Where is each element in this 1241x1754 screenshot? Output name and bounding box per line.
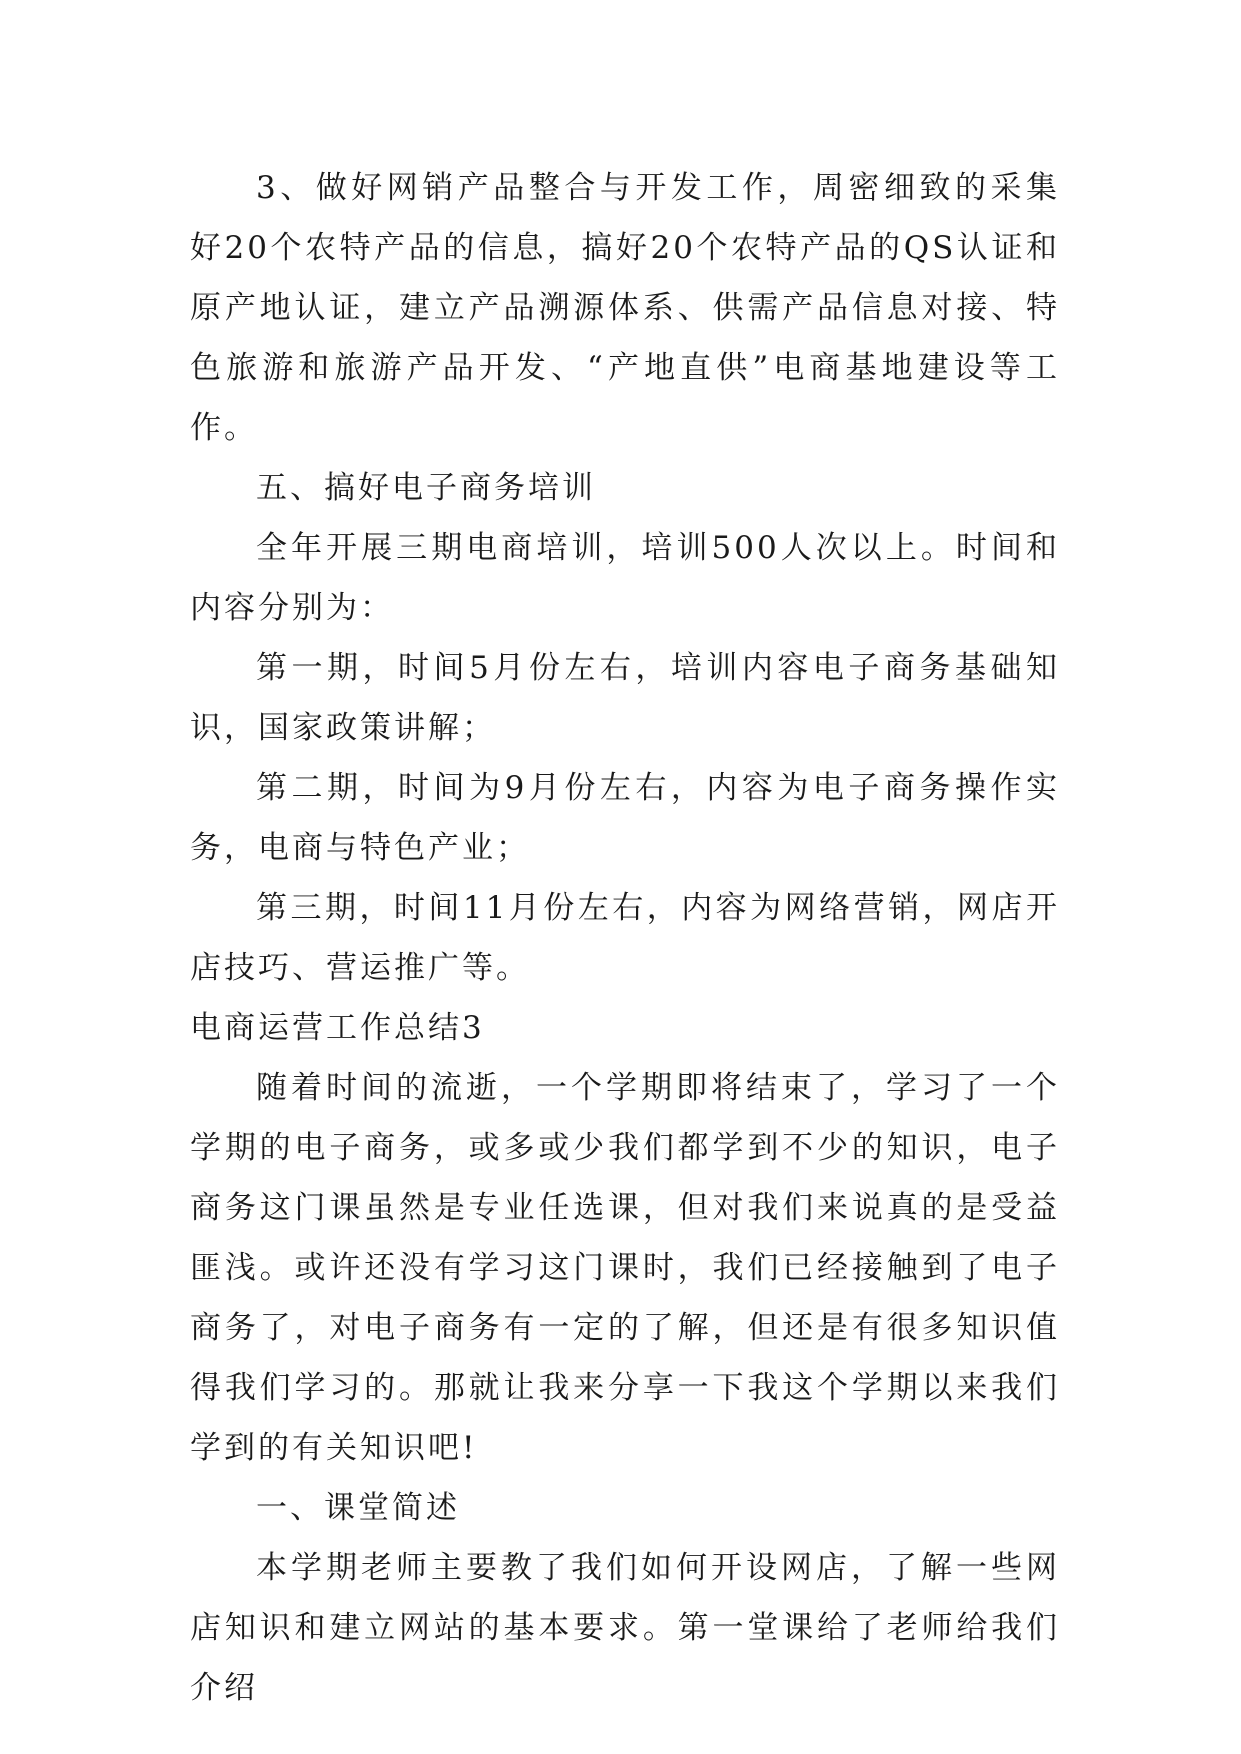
- section-heading-classroom: 一、课堂简述: [256, 1490, 460, 1526]
- paragraph-classroom-summary: 本学期老师主要教了我们如何开设网店，了解一些网店知识和建立网站的基本要求。第一堂课给了老师给我们介绍: [190, 1550, 1060, 1706]
- paragraph-training-phase-2: 第二期，时间为9月份左右，内容为电子商务操作实务，电商与特色产业；: [190, 770, 1060, 866]
- paragraph-product-integration: 3、做好网销产品整合与开发工作，周密细致的采集好20个农特产品的信息，搞好20个农特产品的QS认证和原产地认证，建立产品溯源体系、供需产品信息对接、特色旅游和旅游产品开发、“产地直供”电商基地建设等工作。: [190, 170, 1060, 446]
- document-body: [190, 158, 1060, 1718]
- paragraph-semester-intro: 随着时间的流逝，一个学期即将结束了，学习了一个学期的电子商务，或多或少我们都学到不少的知识，电子商务这门课虽然是专业任选课，但对我们来说真的是受益匪浅。或许还没有学习这门课时，我们已经接触到了电子商务了，对电子商务有一定的了解，但还是有很多知识值得我们学习的。那就让我来分享一下我这个学期以来我们学到的有关知识吧!: [190, 1070, 1060, 1466]
- document-title: 电商运营工作总结3: [190, 1010, 485, 1046]
- paragraph-training-phase-3: 第三期，时间11月份左右，内容为网络营销，网店开店技巧、营运推广等。: [190, 890, 1060, 986]
- paragraph-training-phase-1: 第一期，时间5月份左右，培训内容电子商务基础知识，国家政策讲解；: [190, 650, 1060, 746]
- paragraph-training-overview: 全年开展三期电商培训，培训500人次以上。时间和内容分别为：: [190, 530, 1060, 626]
- section-heading-training: 五、搞好电子商务培训: [256, 470, 596, 506]
